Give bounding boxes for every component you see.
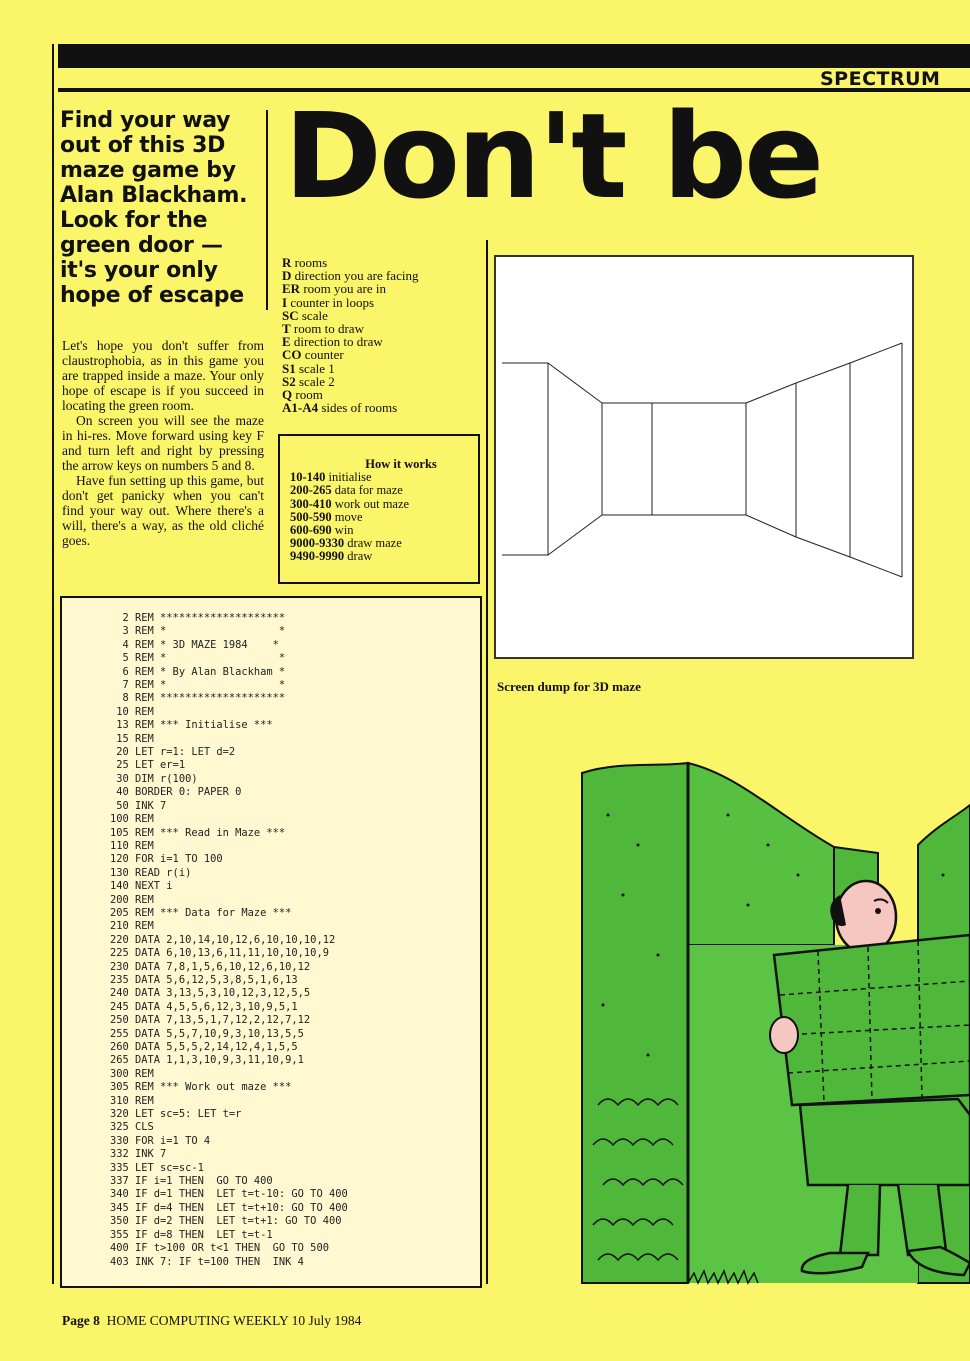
variable-desc: rooms <box>294 255 328 270</box>
listing-line: 40 BORDER 0: PAPER 0 <box>110 786 242 799</box>
how-it-works-title: How it works <box>365 457 437 471</box>
listing-line: 120 FOR i=1 TO 100 <box>110 853 223 866</box>
body-paragraph: On screen you will see the maze in hi-res. Move forward using key F and turn left and right by pressing the arrow keys on numbers 5 and 8. <box>62 413 264 473</box>
variable-item <box>282 401 482 414</box>
how-it-works-box <box>278 434 480 584</box>
variable-key: S2 <box>282 373 296 389</box>
how-it-works-list <box>290 471 472 563</box>
line-range: 9000-9330 <box>290 536 345 551</box>
listing-line: 225 DATA 6,10,13,6,11,11,10,10,10,9 <box>110 947 329 960</box>
listing-line: 325 CLS <box>110 1121 154 1134</box>
variable-desc: direction you are facing <box>294 268 419 284</box>
line-range: 200-265 <box>290 483 332 498</box>
listing-line: 5 REM * * <box>110 652 286 665</box>
article-body <box>62 338 264 548</box>
line-desc: draw maze <box>347 536 402 551</box>
body-paragraph: Let's hope you don't suffer from claustrophobia, as in this game you are trapped inside a maze. Your only hope of escape is if you succeed in locating the green room. <box>62 338 264 413</box>
line-desc: draw <box>347 549 373 564</box>
variable-key: T <box>282 321 291 337</box>
listing-line: 235 DATA 5,6,12,5,3,8,5,1,6,13 <box>110 973 298 986</box>
listing-line: 200 REM <box>110 893 154 906</box>
listing-line: 250 DATA 7,13,5,1,7,12,2,12,7,12 <box>110 1014 311 1027</box>
line-desc: initialise <box>328 470 372 485</box>
header-black-bar <box>58 44 970 68</box>
program-listing-box <box>60 596 482 1288</box>
listing-line: 25 LET er=1 <box>110 759 186 772</box>
screen-caption: Screen dump for 3D maze <box>497 679 641 694</box>
line-range: 500-590 <box>290 509 332 524</box>
variable-key: A1-A4 <box>282 400 319 416</box>
listing-line: 260 DATA 5,5,5,2,14,12,4,1,5,5 <box>110 1041 298 1053</box>
variable-desc: scale 1 <box>298 360 335 376</box>
listing-line: 355 IF d=8 THEN LET t=t-1 <box>110 1228 273 1241</box>
listing-line: 205 REM *** Data for Maze *** <box>110 906 292 919</box>
headline: Don't be <box>284 96 822 216</box>
section-label: SPECTRUM <box>820 68 941 90</box>
line-desc: move <box>334 509 363 524</box>
listing-line: 100 REM <box>110 813 154 826</box>
line-range: 300-410 <box>290 496 332 511</box>
variable-key: CO <box>282 347 302 363</box>
listing-line: 2 REM ******************** <box>110 612 286 624</box>
listing-line: 8 REM ******************** <box>110 692 286 705</box>
listing-line: 13 REM *** Initialise *** <box>110 719 273 732</box>
variable-desc: sides of rooms <box>321 400 398 416</box>
listing-line: 50 INK 7 <box>110 799 167 812</box>
listing-line: 310 REM <box>110 1094 154 1107</box>
variable-desc: counter in loops <box>290 294 375 310</box>
listing-line: 245 DATA 4,5,5,6,12,3,10,9,5,1 <box>110 1000 298 1013</box>
listing-line: 7 REM * * <box>110 679 286 692</box>
variable-desc: room <box>295 387 323 403</box>
left-margin-rule <box>52 44 54 1284</box>
listing-line: 230 DATA 7,8,1,5,6,10,12,6,10,12 <box>110 960 311 973</box>
listing-line: 255 DATA 5,5,7,10,9,3,10,13,5,5 <box>110 1027 304 1040</box>
listing-line: 240 DATA 3,13,5,3,10,12,3,12,5,5 <box>110 987 311 1000</box>
listing-line: 345 IF d=4 THEN LET t=t+10: GO TO 400 <box>110 1201 348 1214</box>
line-range: 10-140 <box>290 470 326 485</box>
column-rule <box>486 240 488 1284</box>
maze-man-illustration <box>578 755 970 1290</box>
standfirst: Find your way out of this 3D maze game by Alan Blackham. Look for the green door — it's your only hope of escape <box>60 108 248 308</box>
listing-line: 4 REM * 3D MAZE 1984 * <box>110 638 279 651</box>
standfirst-rule <box>266 110 268 310</box>
listing-line: 20 LET r=1: LET d=2 <box>110 746 236 759</box>
program-listing <box>110 612 348 1269</box>
page-number: Page 8 <box>62 1313 100 1328</box>
line-desc: data for maze <box>334 483 403 498</box>
listing-line: 105 REM *** Read in Maze *** <box>110 826 286 839</box>
variable-key: Q <box>282 387 293 403</box>
screen-dump <box>494 255 914 659</box>
listing-line: 130 READ r(i) <box>110 866 192 879</box>
variable-key: I <box>282 294 288 310</box>
listing-line: 6 REM * By Alan Blackham * <box>110 665 286 678</box>
variable-desc: counter <box>304 347 344 363</box>
listing-line: 30 DIM r(100) <box>110 772 198 785</box>
page-footer <box>62 1313 361 1329</box>
variable-list <box>282 256 482 414</box>
publication-line: HOME COMPUTING WEEKLY 10 July 1984 <box>106 1313 362 1328</box>
line-range: 9490-9990 <box>290 549 345 564</box>
variable-key: E <box>282 334 291 350</box>
variable-key: ER <box>282 281 301 297</box>
listing-line: 337 IF i=1 THEN GO TO 400 <box>110 1175 273 1188</box>
listing-line: 210 REM <box>110 920 154 933</box>
listing-line: 3 REM * * <box>110 625 286 638</box>
variable-key: S1 <box>282 360 296 376</box>
line-range: 600-690 <box>290 523 332 538</box>
variable-desc: scale 2 <box>298 373 335 389</box>
variable-desc: room you are in <box>303 281 386 297</box>
variable-key: SC <box>282 307 299 323</box>
variable-desc: room to draw <box>293 321 364 337</box>
listing-line: 265 DATA 1,1,3,10,9,3,11,10,9,1 <box>110 1054 304 1067</box>
listing-line: 320 LET sc=5: LET t=r <box>110 1108 242 1121</box>
listing-line: 10 REM <box>110 705 154 718</box>
cartoon-hedge-maze-image <box>578 755 970 1285</box>
how-item <box>290 550 472 563</box>
maze-wireframe-image <box>496 257 912 657</box>
variable-desc: scale <box>301 307 328 323</box>
listing-line: 350 IF d=2 THEN LET t=t+1: GO TO 400 <box>110 1215 342 1228</box>
listing-line: 332 INK 7 <box>110 1148 167 1161</box>
variable-key: R <box>282 255 292 270</box>
listing-line: 140 NEXT i <box>110 880 173 893</box>
listing-line: 403 INK 7: IF t=100 THEN INK 4 <box>110 1255 304 1268</box>
listing-line: 400 IF t>100 OR t<1 THEN GO TO 500 <box>110 1242 329 1255</box>
variable-desc: direction to draw <box>293 334 383 350</box>
variable-key: D <box>282 268 292 284</box>
listing-line: 340 IF d=1 THEN LET t=t-10: GO TO 400 <box>110 1188 348 1201</box>
listing-line: 335 LET sc=sc-1 <box>110 1161 204 1174</box>
listing-line: 305 REM *** Work out maze *** <box>110 1081 292 1094</box>
line-desc: win <box>334 523 354 538</box>
listing-line: 15 REM <box>110 732 154 745</box>
body-paragraph: Have fun setting up this game, but don't get panicky when you can't find your way out. Where there's a will, there's a way, as the old cliché goes. <box>62 473 264 548</box>
listing-line: 110 REM <box>110 839 154 852</box>
listing-line: 220 DATA 2,10,14,10,12,6,10,10,10,12 <box>110 933 336 946</box>
listing-line: 300 REM <box>110 1067 154 1080</box>
listing-line: 330 FOR i=1 TO 4 <box>110 1134 211 1147</box>
line-desc: work out maze <box>334 496 410 511</box>
